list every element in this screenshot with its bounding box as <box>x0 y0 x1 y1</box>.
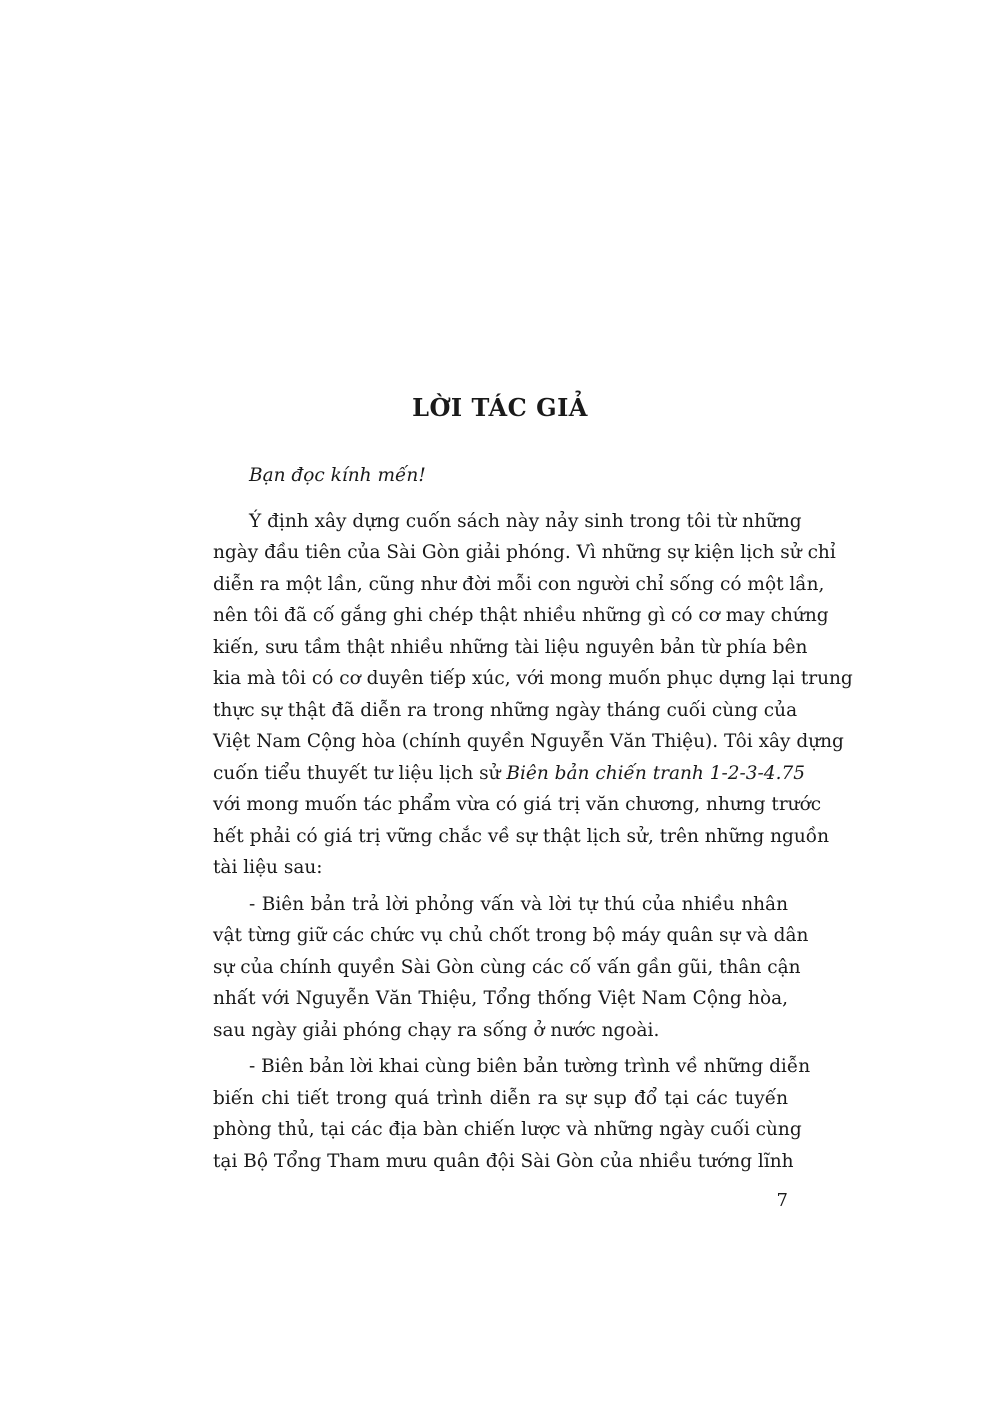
text-line: sự của chính quyền Sài Gòn cùng các cố vấn gần gũi, thân cận <box>213 956 801 978</box>
text-line: Ý định xây dựng cuốn sách này nảy sinh trong tôi từ những <box>249 510 802 532</box>
greeting: Bạn đọc kính mến! <box>249 465 426 486</box>
text-span: cuốn tiểu thuyết tư liệu lịch sử <box>213 762 507 784</box>
text-line: với mong muốn tác phẩm vừa có giá trị văn chương, nhưng trước <box>213 794 822 815</box>
text-line: biến chi tiết trong quá trình diễn ra sự sụp đổ tại các tuyến <box>213 1087 788 1109</box>
text-line: tài liệu sau: <box>213 857 323 878</box>
text-line: ngày đầu tiên của Sài Gòn giải phóng. Vì những sự kiện lịch sử chỉ <box>213 542 836 563</box>
text-line: Việt Nam Cộng hòa (chính quyền Nguyễn Văn Thiệu). Tôi xây dựng <box>213 731 844 752</box>
text-line: - Biên bản lời khai cùng biên bản tường trình về những diễn <box>249 1056 811 1077</box>
text-line: kiến, sưu tầm thật nhiều những tài liệu nguyên bản từ phía bên <box>213 636 808 658</box>
chapter-title: LỜI TÁC GIẢ <box>412 393 588 422</box>
paragraph-3 <box>213 1051 811 1177</box>
text-line: - Biên bản trả lời phỏng vấn và lời tự thú của nhiều nhân <box>249 893 788 915</box>
body-text <box>213 460 853 1177</box>
text-line: nên tôi đã cố gắng ghi chép thật nhiều những gì có cơ may chứng <box>213 605 829 626</box>
text-line: hết phải có giá trị vững chắc về sự thật lịch sử, trên những nguồn <box>213 825 830 847</box>
text-line: phòng thủ, tại các địa bàn chiến lược và những ngày cuối cùng <box>213 1119 802 1140</box>
book-title: Biên bản chiến tranh 1-2-3-4.75 <box>506 762 805 784</box>
page-number: 7 <box>776 1190 788 1211</box>
text-line: tại Bộ Tổng Tham mưu quân đội Sài Gòn của nhiều tướng lĩnh <box>213 1150 794 1172</box>
text-line: thực sự thật đã diễn ra trong những ngày tháng cuối cùng của <box>213 699 798 721</box>
text-line: nhất với Nguyễn Văn Thiệu, Tổng thống Việt Nam Cộng hòa, <box>213 988 788 1009</box>
paragraph-1 <box>213 506 853 884</box>
text-line: sau ngày giải phóng chạy ra sống ở nước ngoài. <box>213 1019 660 1041</box>
text-line: kia mà tôi có cơ duyên tiếp xúc, với mong muốn phục dựng lại trung <box>213 668 853 689</box>
text-line: vật từng giữ các chức vụ chủ chốt trong bộ máy quân sự và dân <box>213 925 809 946</box>
paragraph-2 <box>213 889 809 1047</box>
text-line <box>213 758 805 790</box>
text-line: diễn ra một lần, cũng như đời mỗi con người chỉ sống có một lần, <box>213 573 825 595</box>
